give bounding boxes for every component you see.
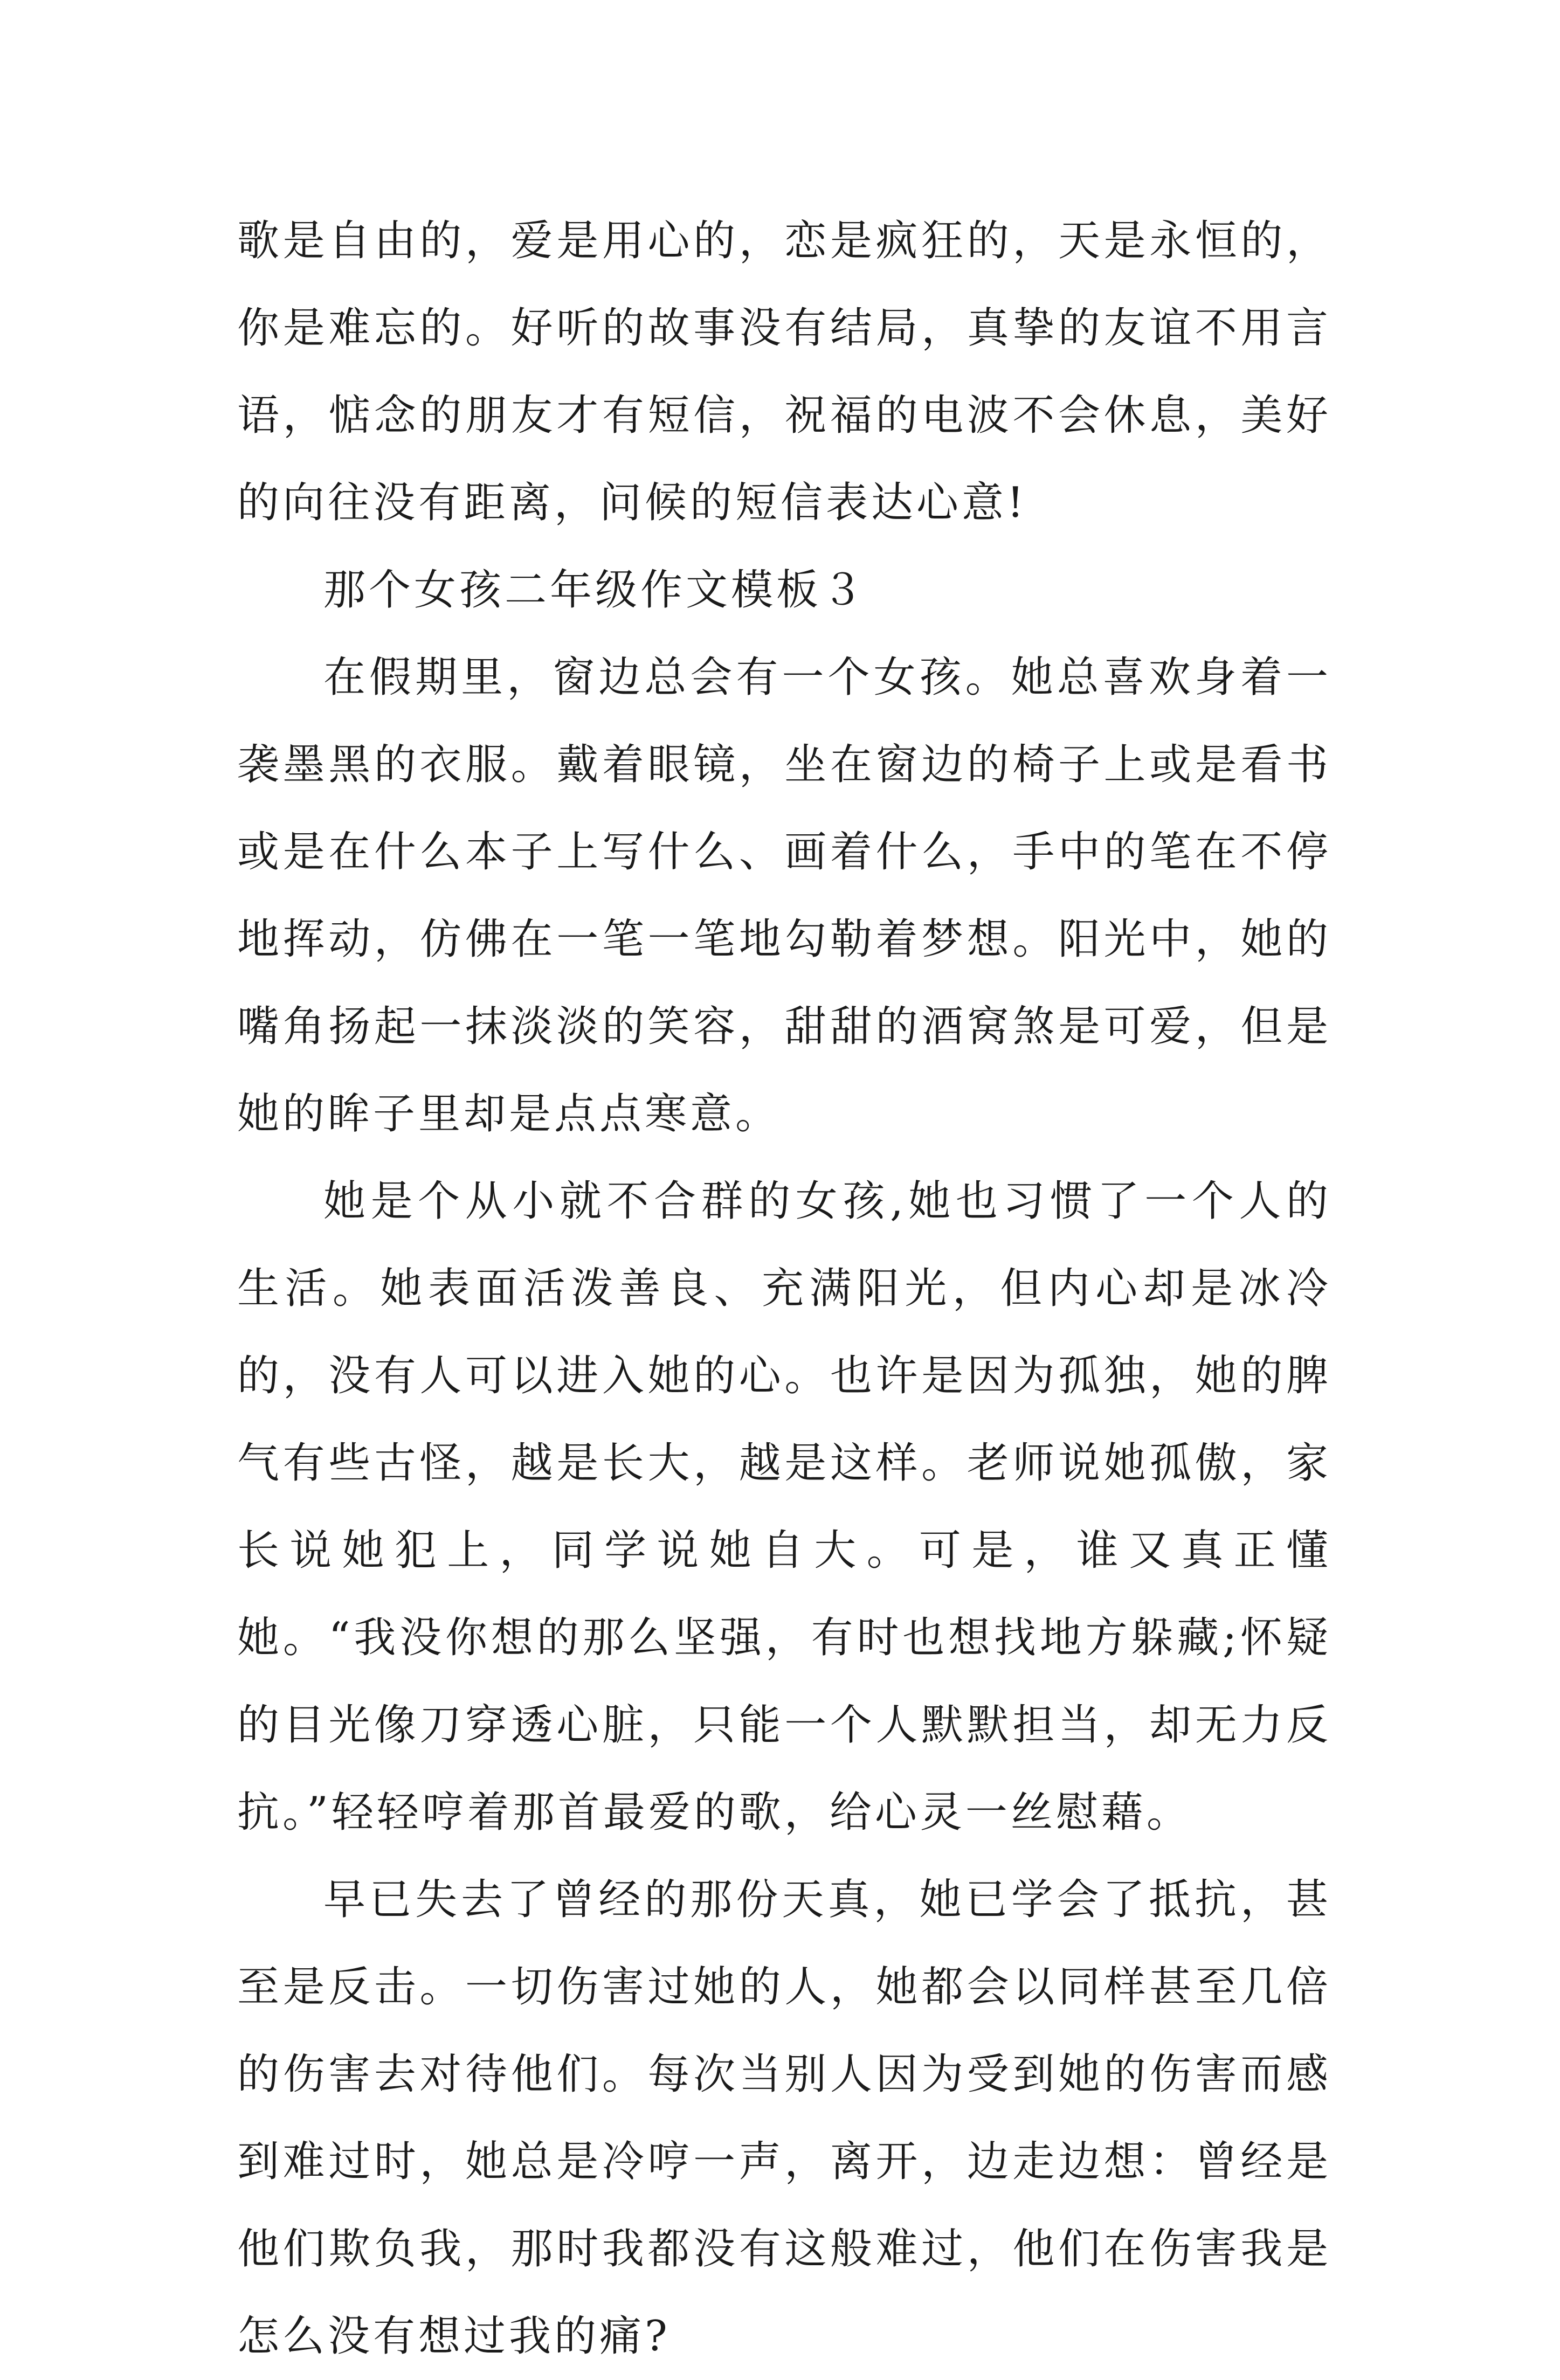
document-body xyxy=(237,197,1331,2380)
body-paragraph-1: 在假期里，窗边总会有一个女孩。她总喜欢身着一袭墨黑的衣服。戴着眼镜，坐在窗边的椅子上或是看书或是在什么本子上写什么、画着什么，手中的笔在不停地挥动，仿佛在一笔一笔地勾勒着梦想。阳光中，她的嘴角扬起一抹淡淡的笑容，甜甜的酒窝煞是可爱，但是她的眸子里却是点点寒意。 xyxy=(237,653,1331,1138)
section-heading: 那个女孩二年级作文模板３ xyxy=(323,566,867,614)
intro-paragraph: 歌是自由的，爱是用心的，恋是疯狂的，天是永恒的，你是难忘的。好听的故事没有结局，真挚的友谊不用言语，惦念的朋友才有短信，祝福的电波不会休息，美好的向往没有距离，问候的短信表达心意! xyxy=(237,217,1331,527)
body-paragraph-2: 她是个从小就不合群的女孩,她也习惯了一个人的生活。她表面活泼善良、充满阳光，但内心却是冰冷的，没有人可以进入她的心。也许是因为孤独，她的脾气有些古怪，越是长大，越是这样。老师说她孤傲，家长说她犯上，同学说她自大。可是，谁又真正懂她。“我没你想的那么坚强，有时也想找地方躲藏;怀疑的目光像刀穿透心脏，只能一个人默默担当，却无力反抗。”轻轻哼着那首最爱的歌，给心灵一丝慰藉。 xyxy=(237,1177,1331,1837)
body-paragraph-3: 早已失去了曾经的那份天真，她已学会了抵抗，甚至是反击。一切伤害过她的人，她都会以同样甚至几倍的伤害去对待他们。每次当别人因为受到她的伤害而感到难过时，她总是冷哼一声，离开，边走边想：曾经是他们欺负我，那时我都没有这般难过，他们在伤害我是怎么没有想过我的痛? xyxy=(237,1876,1331,2361)
